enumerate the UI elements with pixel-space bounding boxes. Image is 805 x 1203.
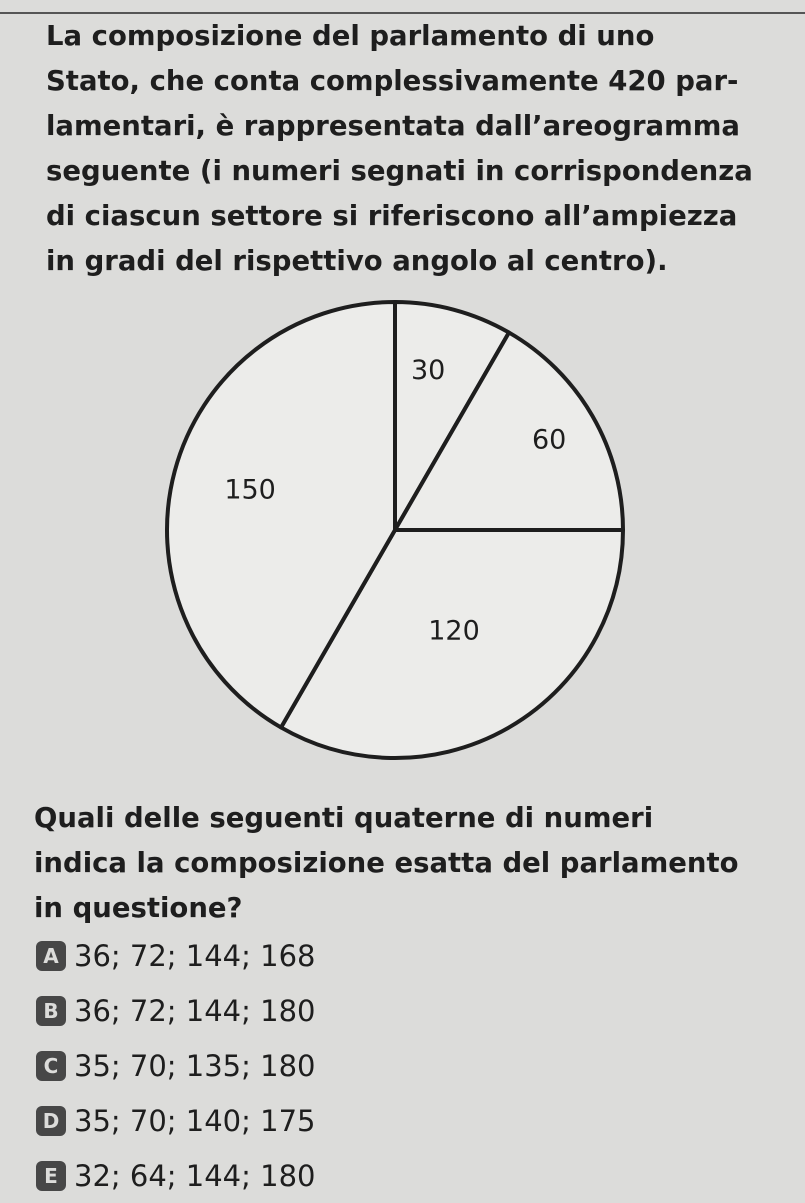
option-text: 35; 70; 135; 180 — [74, 1048, 316, 1083]
option-text: 35; 70; 140; 175 — [74, 1103, 316, 1138]
problem-line: in gradi del rispettivo angolo al centro). — [46, 245, 668, 277]
option-letter-badge: D — [36, 1106, 66, 1136]
problem-line: La composizione del parlamento di uno — [46, 20, 655, 52]
option-b[interactable] — [36, 983, 315, 1038]
option-letter-badge: E — [36, 1161, 66, 1191]
option-text: 32; 64; 144; 180 — [74, 1158, 316, 1193]
answer-options — [36, 928, 315, 1203]
pie-slice-label: 30 — [410, 354, 446, 386]
pie-slice-label: 150 — [224, 474, 276, 506]
pie-chart — [150, 290, 640, 770]
question-line: Quali delle seguenti quaterne di numeri — [34, 802, 654, 834]
option-text: 36; 72; 144; 180 — [74, 993, 316, 1028]
option-letter-badge: C — [36, 1051, 66, 1081]
question — [34, 796, 774, 931]
option-letter-badge: B — [36, 996, 66, 1026]
problem-line: Stato, che conta complessivamente 420 par- — [46, 65, 739, 97]
problem-line: seguente (i numeri segnati in corrispondenza — [46, 155, 753, 187]
option-text: 36; 72; 144; 168 — [74, 938, 316, 973]
question-line: indica la composizione esatta del parlamento — [34, 847, 739, 879]
pie-slice-label: 120 — [428, 615, 480, 647]
option-c[interactable] — [36, 1038, 315, 1093]
problem-line: lamentari, è rappresentata dall’areogramma — [46, 110, 740, 142]
question-line: in questione? — [34, 892, 243, 924]
option-e[interactable] — [36, 1148, 315, 1203]
option-d[interactable] — [36, 1093, 315, 1148]
pie-slice-label: 60 — [531, 424, 567, 456]
option-letter-badge: A — [36, 941, 66, 971]
option-a[interactable] — [36, 928, 315, 983]
problem-line: di ciascun settore si riferiscono all’ampiezza — [46, 200, 738, 232]
problem-statement — [46, 14, 762, 284]
